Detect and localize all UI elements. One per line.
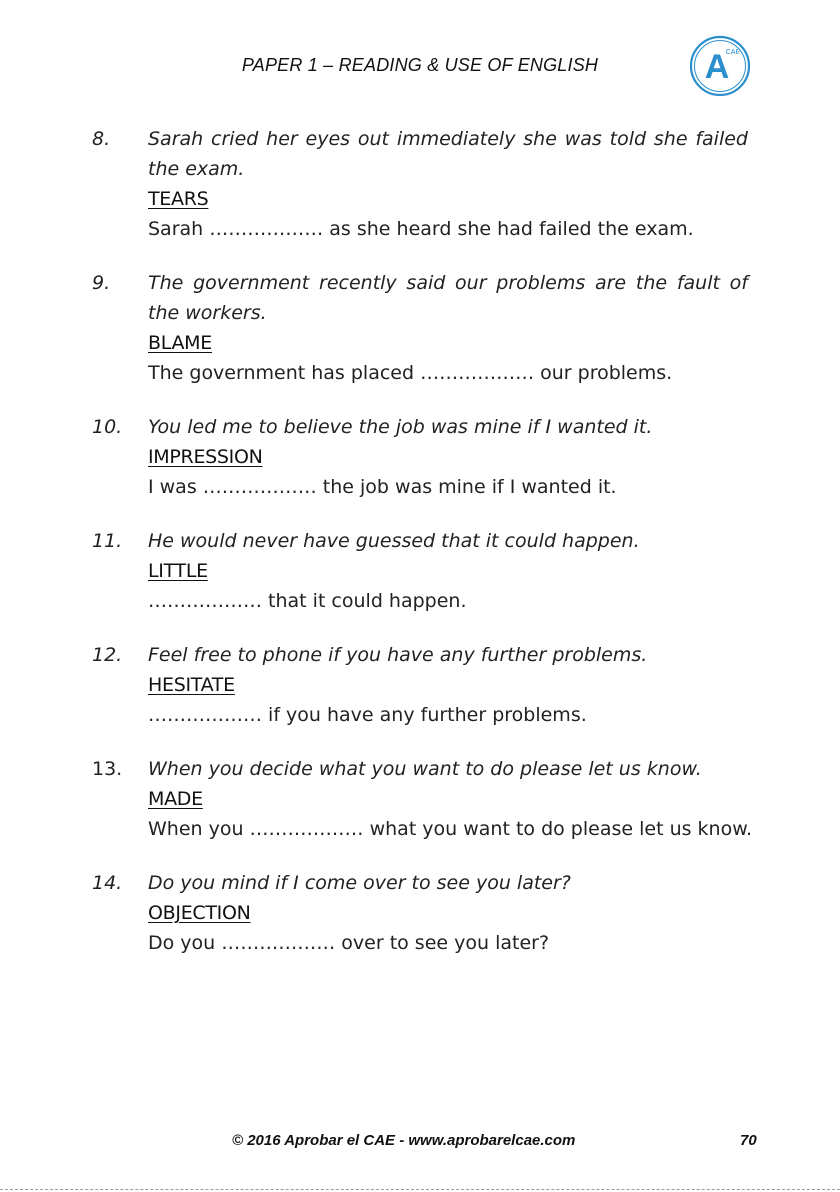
item-prompt: Do you mind if I come over to see you later? (148, 872, 571, 894)
item-number: 14. (92, 872, 123, 894)
item-number: 10. (92, 416, 123, 438)
item-prompt: Sarah cried her eyes out immediately she was told she failed the exam. (148, 128, 748, 180)
item-number: 11. (92, 530, 123, 552)
item-prompt: He would never have guessed that it could happen. (148, 530, 640, 552)
exercise-item (92, 268, 752, 388)
footer-copyright: © 2016 Aprobar el CAE - www.aprobarelcae.com (232, 1132, 576, 1149)
exercise-list (0, 124, 840, 982)
item-keyword: IMPRESSION (148, 446, 263, 468)
item-answer: The government has placed ……………… our problems. (148, 362, 673, 384)
item-prompt: You led me to believe the job was mine if I wanted it. (148, 416, 653, 438)
item-number: 9. (92, 272, 111, 294)
page-number: 70 (740, 1132, 757, 1149)
exercise-item (92, 412, 752, 502)
item-answer: ……………… if you have any further problems. (148, 704, 587, 726)
item-answer: ……………… that it could happen. (148, 590, 467, 612)
item-keyword: LITTLE (148, 560, 208, 582)
cae-logo (689, 35, 751, 97)
item-answer: When you ……………… what you want to do please let us know. (148, 818, 753, 840)
item-keyword: TEARS (148, 188, 209, 210)
exercise-item (92, 868, 752, 958)
item-number: 13. (92, 758, 123, 780)
bottom-divider (0, 1189, 840, 1190)
item-number: 12. (92, 644, 123, 666)
item-prompt: Feel free to phone if you have any further problems. (148, 644, 648, 666)
logo-small-text: CAE (725, 49, 741, 56)
exercise-item (92, 526, 752, 616)
item-keyword: BLAME (148, 332, 212, 354)
exercise-item (92, 640, 752, 730)
item-prompt: When you decide what you want to do please let us know. (148, 758, 702, 780)
item-keyword: MADE (148, 788, 203, 810)
page-title: PAPER 1 – READING & USE OF ENGLISH (241, 55, 599, 75)
item-keyword: OBJECTION (148, 902, 251, 924)
item-answer: I was ……………… the job was mine if I wanted it. (148, 476, 617, 498)
exercise-item (92, 754, 752, 844)
item-answer: Sarah ……………… as she heard she had failed the exam. (148, 218, 694, 240)
exercise-item (92, 124, 752, 244)
item-prompt: The government recently said our problems are the fault of the workers. (148, 272, 748, 324)
item-keyword: HESITATE (148, 674, 235, 696)
item-number: 8. (92, 128, 111, 150)
logo-letter: A (704, 48, 730, 86)
item-answer: Do you ……………… over to see you later? (148, 932, 550, 954)
